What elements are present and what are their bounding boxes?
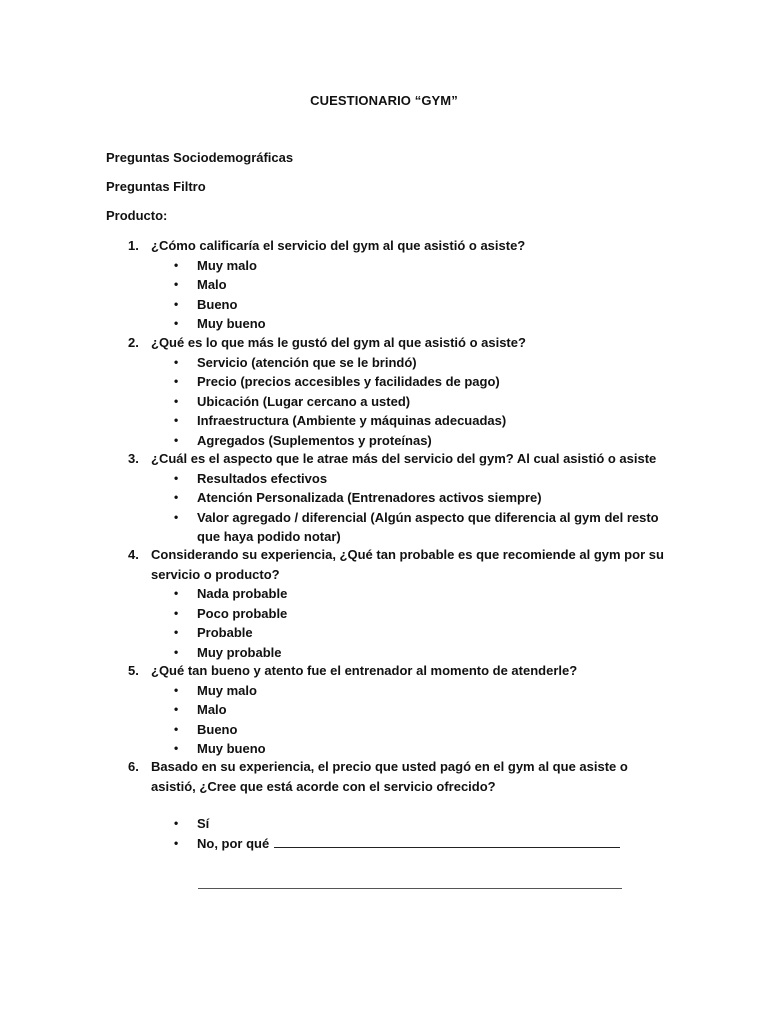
option-item-yes: • Sí xyxy=(128,814,668,834)
question-text: ¿Qué tan bueno y atento fue el entrenador al momento de atenderle? xyxy=(151,663,578,678)
question-2 xyxy=(128,333,668,450)
option-item: • Nada probable xyxy=(128,584,668,604)
bullet-icon: • xyxy=(174,490,179,504)
bullet-icon: • xyxy=(174,586,179,600)
bullet-icon: • xyxy=(174,277,179,291)
section-heading-sociodemograficas: Preguntas Sociodemográficas xyxy=(106,150,294,165)
bullet-icon: • xyxy=(174,509,179,524)
bullet-icon: • xyxy=(174,682,179,697)
question-text: ¿Cuál es el aspecto que le atrae más del servicio del gym? Al cual asistió o asiste xyxy=(151,451,657,466)
option-item: • Ubicación (Lugar cercano a usted) xyxy=(128,392,668,412)
option-item: • Servicio (atención que se le brindó) xyxy=(128,353,668,373)
question-4 xyxy=(128,545,668,662)
option-list xyxy=(128,584,668,662)
bullet-icon: • xyxy=(174,835,179,850)
question-number: 6. xyxy=(128,759,139,774)
bullet-icon: • xyxy=(174,354,179,369)
page-title: CUESTIONARIO “GYM” xyxy=(310,93,458,108)
option-item: • Muy malo xyxy=(128,256,668,276)
question-number: 5. xyxy=(128,663,139,678)
bullet-icon: • xyxy=(174,296,179,311)
bullet-icon: • xyxy=(174,605,179,620)
option-item: • Resultados efectivos xyxy=(128,469,668,489)
option-item-no: • No, por qué xyxy=(128,834,668,854)
option-item: • Bueno xyxy=(128,295,668,315)
bullet-icon: • xyxy=(174,257,179,272)
option-item: • Probable xyxy=(128,623,668,643)
bullet-icon: • xyxy=(174,316,179,330)
option-item: • Poco probable xyxy=(128,604,668,624)
option-item: • Infraestructura (Ambiente y máquinas adecuadas) xyxy=(128,411,668,431)
option-item: • Muy bueno xyxy=(128,739,668,759)
bullet-icon: • xyxy=(174,721,179,736)
question-3 xyxy=(128,449,668,547)
question-6 xyxy=(128,757,668,796)
option-list xyxy=(128,681,668,759)
bullet-icon: • xyxy=(174,413,179,427)
option-item: • Agregados (Suplementos y proteínas) xyxy=(128,431,668,451)
question-text: ¿Cómo calificaría el servicio del gym al que asistió o asiste? xyxy=(151,238,526,253)
option-list xyxy=(128,256,668,334)
option-item: • Valor agregado / diferencial (Algún aspecto que diferencia al gym del resto que haya podido notar) xyxy=(174,509,659,544)
section-heading-filtro: Preguntas Filtro xyxy=(106,179,206,194)
question-number: 2. xyxy=(128,335,139,350)
question-1 xyxy=(128,236,668,334)
option-item: • Malo xyxy=(128,700,668,720)
question-5 xyxy=(128,661,668,759)
answer-line-1[interactable] xyxy=(274,847,620,848)
option-item: • Atención Personalizada (Entrenadores activos siempre) xyxy=(128,488,668,508)
bullet-icon: • xyxy=(174,702,179,716)
question-text: Basado en su experiencia, el precio que usted pagó en el gym al que asiste o asistió, ¿Cree que está acorde con el servicio ofrecido? xyxy=(151,759,628,794)
question-text: Considerando su experiencia, ¿Qué tan probable es que recomiende al gym por su servicio o producto? xyxy=(151,547,664,582)
option-item: • Precio (precios accesibles y facilidades de pago) xyxy=(128,372,668,392)
option-item: • Bueno xyxy=(128,720,668,740)
bullet-icon: • xyxy=(174,816,179,830)
question-number: 4. xyxy=(128,547,139,562)
answer-line-2[interactable] xyxy=(198,888,622,889)
option-list xyxy=(128,353,668,451)
question-text: ¿Qué es lo que más le gustó del gym al que asistió o asiste? xyxy=(151,335,526,350)
bullet-icon: • xyxy=(174,644,179,659)
option-item: • Muy probable xyxy=(128,643,668,663)
section-heading-producto: Producto: xyxy=(106,208,168,223)
question-number: 1. xyxy=(128,238,139,253)
bullet-icon: • xyxy=(174,393,179,408)
bullet-icon: • xyxy=(174,741,179,755)
bullet-icon: • xyxy=(174,625,179,639)
bullet-icon: • xyxy=(174,374,179,388)
bullet-icon: • xyxy=(174,432,179,447)
bullet-icon: • xyxy=(174,470,179,485)
option-item: • Malo xyxy=(128,275,668,295)
question-number: 3. xyxy=(128,451,139,466)
option-list xyxy=(128,469,668,547)
option-item: • Muy malo xyxy=(128,681,668,701)
option-item: • Muy bueno xyxy=(128,314,668,334)
